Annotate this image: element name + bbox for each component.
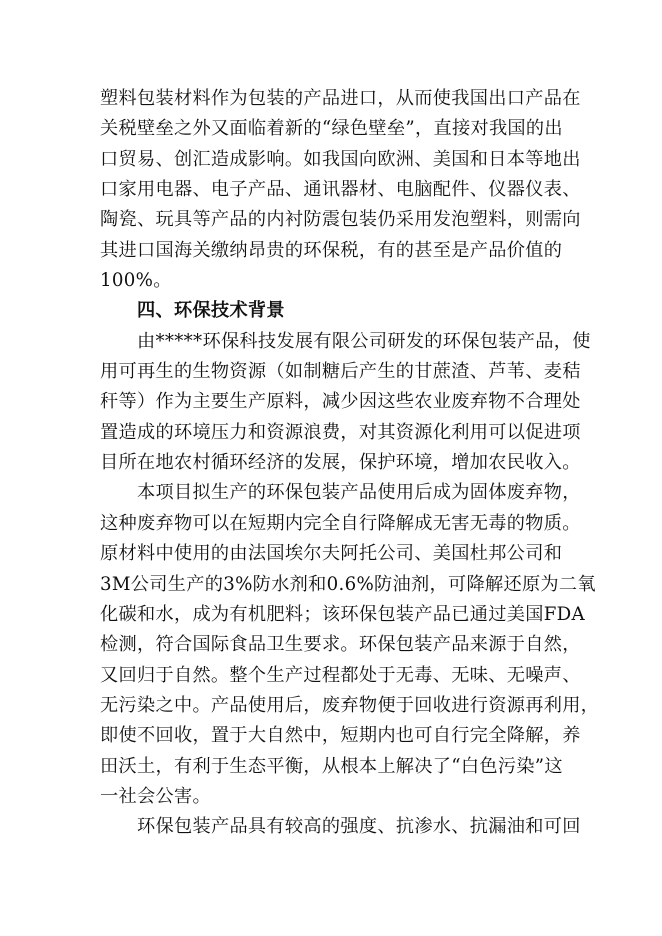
- text-line: 原材料中使用的由法国埃尔夫阿托公司、美国杜邦公司和: [100, 543, 563, 565]
- text-line: 一社会公害。: [100, 785, 211, 807]
- text-line: 秆等）作为主要生产原料，减少因这些农业废弃物不合理处: [100, 391, 581, 413]
- text-line: 环保包装产品具有较高的强度、抗渗水、抗漏油和可回: [137, 816, 581, 838]
- section-heading: 四、环保技术背景: [137, 300, 285, 322]
- text-line: 又回归于自然。整个生产过程都处于无毒、无味、无噪声、: [100, 664, 581, 686]
- text-line: 口家用电器、电子产品、通讯器材、电脑配件、仪器仪表、: [100, 179, 581, 201]
- text-line: 塑料包装材料作为包装的产品进口，从而使我国出口产品在: [100, 88, 581, 109]
- text-line: 目所在地农村循环经济的发展，保护环境，增加农民收入。: [100, 452, 581, 474]
- text-line: 无污染之中。产品使用后，废弃物便于回收进行资源再利用，: [100, 694, 600, 716]
- text-line: 田沃土，有利于生态平衡，从根本上解决了“白色污染”这: [100, 755, 563, 777]
- text-line: 3M公司生产的3%防水剂和0.6%防油剂，可降解还原为二氧: [100, 573, 596, 595]
- text-line: 检测，符合国际食品卫生要求。环保包装产品来源于自然，: [100, 634, 581, 656]
- text-line: 用可再生的生物资源（如制糖后产生的甘蔗渣、芦苇、麦秸: [100, 361, 581, 383]
- text-line: 口贸易、创汇造成影响。如我国向欧洲、美国和日本等地出: [100, 148, 581, 170]
- text-line: 这种废弃物可以在短期内完全自行降解成无害无毒的物质。: [100, 512, 581, 534]
- text-line: 关税壁垒之外又面临着新的“绿色壁垒”，直接对我国的出: [100, 118, 563, 140]
- text-line: 化碳和水，成为有机肥料；该环保包装产品已通过美国FDA: [100, 603, 585, 625]
- text-line: 其进口国海关缴纳昂贵的环保税，有的甚至是产品价值的: [100, 239, 563, 261]
- text-line: 陶瓷、玩具等产品的内衬防震包装仍采用发泡塑料，则需向: [100, 209, 581, 231]
- text-line: 100%。: [100, 270, 172, 292]
- document-body: [100, 84, 600, 843]
- text-line: 即使不回收，置于大自然中，短期内也可自行完全降解，养: [100, 725, 581, 747]
- text-line: 由*****环保科技发展有限公司研发的环保包装产品，使: [137, 330, 591, 352]
- text-line: 置造成的环境压力和资源浪费，对其资源化利用可以促进项: [100, 421, 581, 443]
- text-line: 本项目拟生产的环保包装产品使用后成为固体废弃物，: [137, 482, 581, 504]
